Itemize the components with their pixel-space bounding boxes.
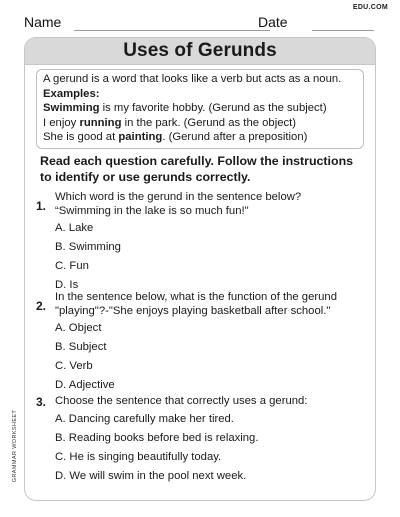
option-a[interactable]: A. Lake xyxy=(55,222,94,234)
side-label: GRAMMAR WORKSHEET xyxy=(12,409,18,483)
option-a[interactable]: A. Object xyxy=(55,322,102,334)
examples-label: Examples: xyxy=(43,87,100,100)
option-c[interactable]: C. He is singing beautifully today. xyxy=(55,451,222,463)
instructions: Read each question carefully. Follow the instructions to identify or use gerunds correctly. xyxy=(40,154,354,184)
example-3: She is good at painting. (Gerund after a preposition) xyxy=(43,131,308,143)
option-b[interactable]: B. Reading books before bed is relaxing. xyxy=(55,432,259,444)
brand-logo: EDU.COM xyxy=(352,4,388,11)
worksheet-card xyxy=(24,37,376,501)
question-text: In the sentence below, what is the function of the gerund "playing"?-"She enjoys playing basketball after school." xyxy=(55,291,337,317)
option-b[interactable]: B. Subject xyxy=(55,341,107,353)
option-c[interactable]: C. Fun xyxy=(55,260,89,272)
option-d[interactable]: D. We will swim in the pool next week. xyxy=(55,470,247,482)
option-b[interactable]: B. Swimming xyxy=(55,241,121,253)
intro-box xyxy=(36,69,364,149)
definition-text: A gerund is a word that looks like a verb but acts as a noun. xyxy=(43,73,342,85)
example-1: Swimming is my favorite hobby. (Gerund as the subject) xyxy=(43,102,327,114)
title-band xyxy=(25,38,375,65)
name-label: Name xyxy=(24,14,62,30)
question-number: 1. xyxy=(36,199,47,213)
question-text: Which word is the gerund in the sentence below? “Swimming in the lake is so much fun!" xyxy=(55,191,302,217)
option-a[interactable]: A. Dancing carefully make her tired. xyxy=(55,413,234,425)
date-label: Date xyxy=(258,14,288,30)
option-d[interactable]: D. Is xyxy=(55,279,79,291)
worksheet-title: Uses of Gerunds xyxy=(123,40,277,61)
option-c[interactable]: C. Verb xyxy=(55,360,93,372)
question-number: 3. xyxy=(36,395,47,409)
name-date-row xyxy=(24,14,374,34)
example-2: I enjoy running in the park. (Gerund as the object) xyxy=(43,116,297,129)
option-d[interactable]: D. Adjective xyxy=(55,379,115,391)
question-text: Choose the sentence that correctly uses a gerund: xyxy=(55,395,308,407)
name-line xyxy=(74,30,270,31)
date-line xyxy=(312,30,374,31)
question-number: 2. xyxy=(36,299,47,313)
